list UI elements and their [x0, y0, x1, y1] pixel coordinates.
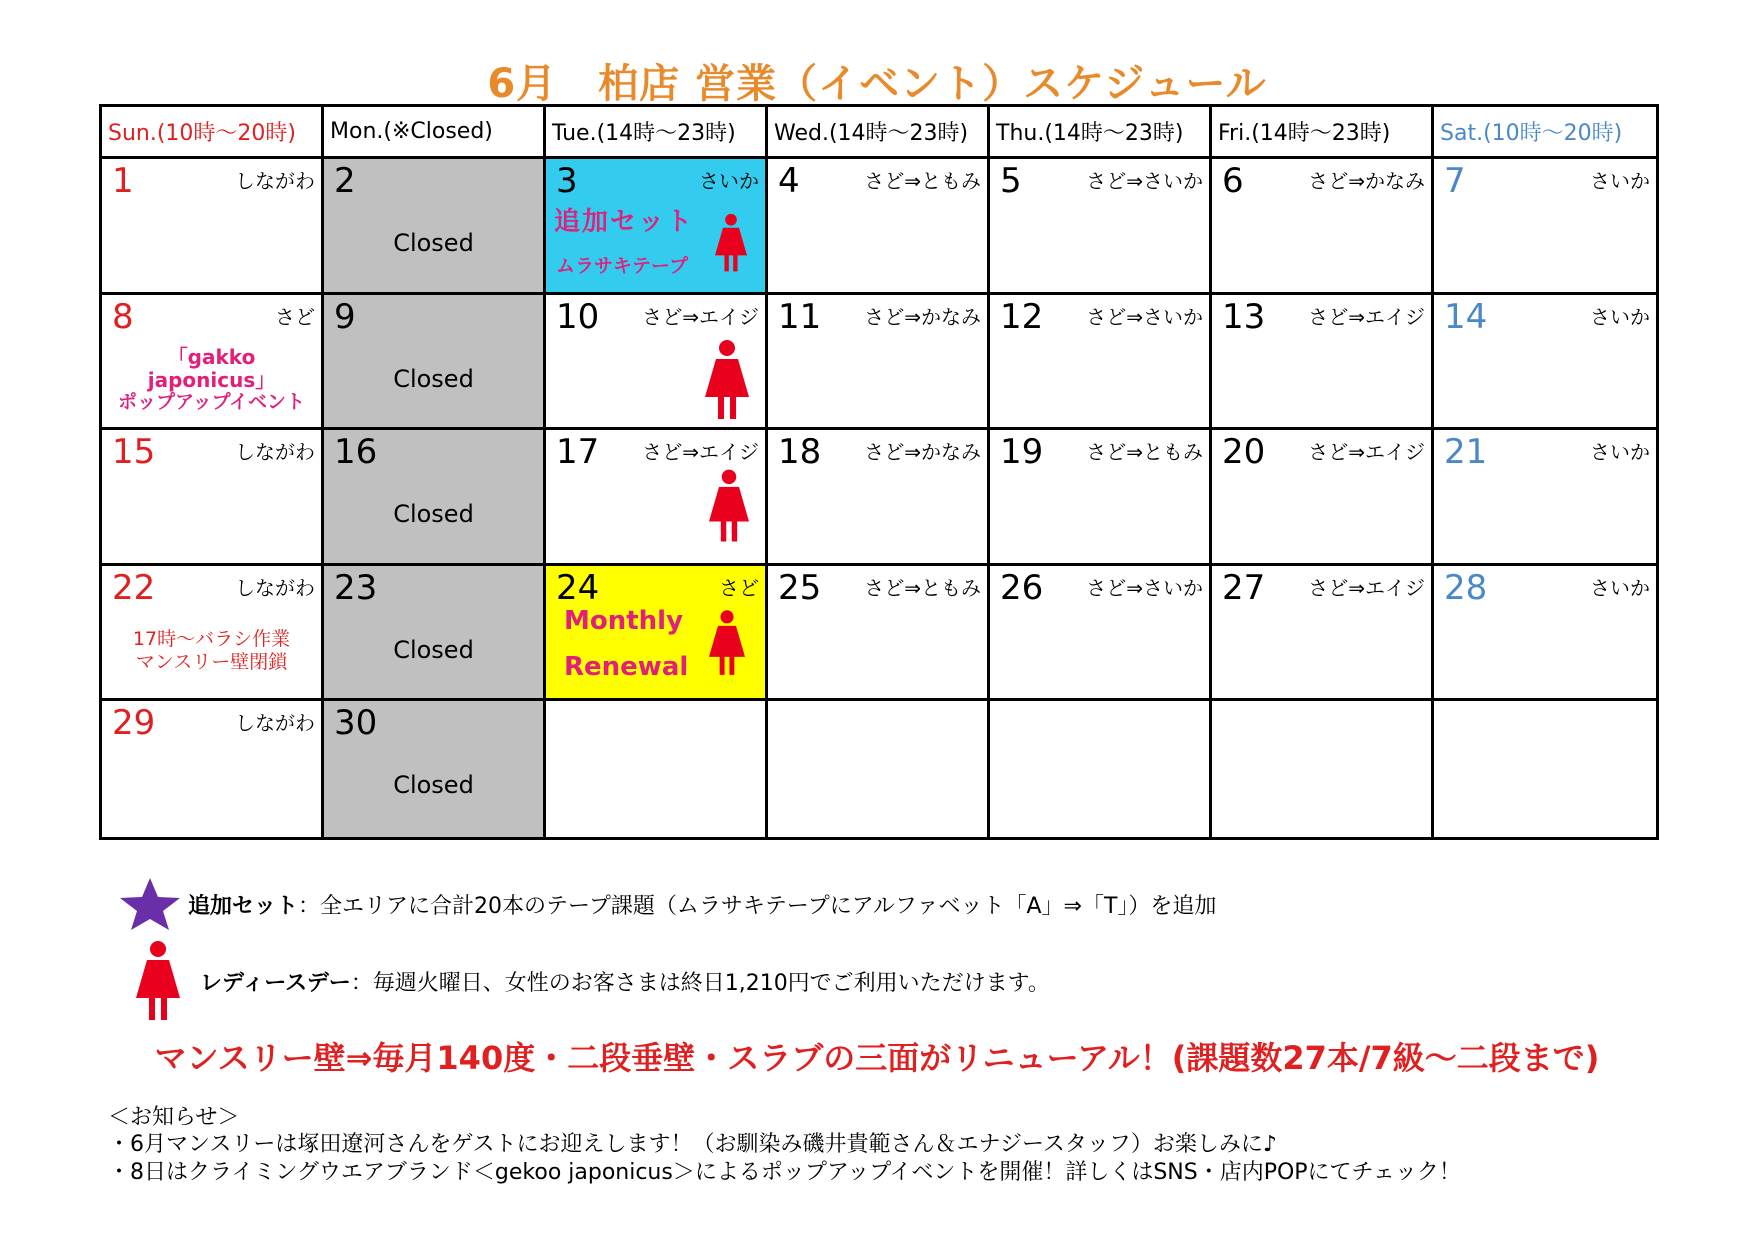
lady-day-marker: [709, 466, 749, 550]
weekday-header: Fri.(14時～23時): [1212, 107, 1434, 159]
day-number: 15: [112, 432, 156, 473]
day-cell-22: [102, 566, 324, 702]
event-note: 17時～バラシ作業: [132, 627, 291, 650]
closed-label: Closed: [393, 771, 474, 800]
renewal-text: Monthly: [564, 605, 684, 636]
day-cell-25: [768, 566, 990, 702]
lady-icon: [136, 940, 180, 1022]
day-cell-3: [546, 159, 768, 295]
weekday-header: Thu.(14時～23時): [990, 107, 1212, 159]
day-cell-1: [102, 159, 324, 295]
day-number: 26: [1000, 567, 1044, 608]
day-number: 13: [1222, 296, 1266, 337]
staff-name: さど⇒ともみ: [864, 575, 981, 600]
day-number: 27: [1222, 567, 1266, 608]
staff-name: さいか: [699, 169, 759, 193]
day-number: 2: [334, 161, 356, 201]
legend-lady-row: [136, 940, 1050, 1022]
staff-name: しながわ: [235, 711, 315, 736]
renewal-text: Renewal: [564, 651, 689, 682]
weekday-header: Sat.(10時～20時): [1434, 107, 1656, 159]
staff-name: さど⇒エイジ: [1308, 575, 1425, 600]
staff-name: さど⇒かなみ: [1308, 169, 1425, 193]
weekday-header: Wed.(14時～23時): [768, 107, 990, 159]
day-cell-12: [990, 295, 1212, 431]
day-cell-27: [1212, 566, 1434, 702]
day-cell-9: [324, 295, 546, 431]
legend-star-title: 追加セット: [188, 893, 299, 919]
legend-star-row: [116, 876, 1216, 932]
empty-day-cell: [990, 701, 1212, 837]
page-title: 6月 柏店 営業（イベント）スケジュール: [487, 61, 1267, 107]
day-cell-15: [102, 430, 324, 566]
staff-name: さど⇒かなみ: [864, 304, 981, 329]
lady-day-marker: [715, 209, 747, 281]
lady-day-marker: [709, 606, 745, 684]
day-number: 22: [112, 567, 156, 608]
weekday-header: Sun.(10時～20時): [102, 107, 324, 159]
day-number: 8: [112, 296, 134, 337]
staff-name: しながわ: [235, 440, 315, 465]
staff-name: しながわ: [235, 575, 315, 600]
day-number: 9: [334, 296, 356, 337]
closed-label: Closed: [393, 364, 474, 393]
weekday-header: Tue.(14時～23時): [546, 107, 768, 159]
legend-lady-text: ：毎週火曜日、女性のお客さまは終日1,210円でご利用いただけます。: [350, 970, 1050, 996]
day-cell-21: [1434, 430, 1656, 566]
empty-day-cell: [1212, 701, 1434, 837]
event-note: マンスリー壁閉鎖: [135, 650, 288, 673]
calendar-grid: [99, 104, 1659, 840]
day-cell-29: [102, 701, 324, 837]
day-number: 14: [1444, 296, 1488, 337]
day-number: 18: [778, 432, 822, 473]
staff-name: さいか: [1590, 169, 1650, 193]
staff-name: さど: [275, 304, 315, 329]
empty-day-cell: [546, 701, 768, 837]
popup-event-text: japonicus」: [147, 367, 276, 392]
staff-name: さど⇒エイジ: [1308, 304, 1425, 329]
monthly-announcement: マンスリー壁⇒毎月140度・二段垂壁・スラブの三面がリニューアル！(課題数27本/7級～二段まで): [154, 1039, 1600, 1077]
notice-heading: ＜お知らせ＞: [108, 1105, 240, 1130]
lady-icon: [715, 209, 747, 277]
day-cell-20: [1212, 430, 1434, 566]
day-cell-14: [1434, 295, 1656, 431]
day-cell-2: [324, 159, 546, 295]
staff-name: さど⇒ともみ: [864, 169, 981, 193]
day-cell-11: [768, 295, 990, 431]
day-cell-10: [546, 295, 768, 431]
day-number: 28: [1444, 567, 1488, 608]
closed-label: Closed: [393, 229, 474, 257]
lady-icon: [705, 335, 749, 425]
staff-name: さいか: [1590, 575, 1650, 600]
staff-name: さど⇒さいか: [1086, 169, 1203, 193]
day-cell-8: [102, 295, 324, 431]
day-cell-16: [324, 430, 546, 566]
weekday-header: Mon.(※Closed): [324, 107, 546, 159]
popup-event-text: ポップアップイベント: [118, 390, 305, 413]
day-cell-23: [324, 566, 546, 702]
staff-name: さど⇒エイジ: [642, 440, 759, 465]
staff-name: さど⇒さいか: [1086, 575, 1203, 600]
day-cell-18: [768, 430, 990, 566]
staff-name: さいか: [1590, 304, 1650, 329]
notice-line-1: ・6月マンスリーは塚田遼河さんをゲストにお迎えします！（お馴染み磯井貴範さん＆エナジースタッフ）お楽しみに♪: [108, 1132, 1277, 1157]
day-number: 5: [1000, 161, 1022, 201]
closed-label: Closed: [393, 500, 474, 529]
day-number: 23: [334, 567, 378, 608]
lady-icon: [709, 466, 749, 546]
day-cell-7: [1434, 159, 1656, 295]
popup-event-text: 「gakko: [167, 344, 256, 369]
day-cell-5: [990, 159, 1212, 295]
staff-name: さど⇒エイジ: [642, 304, 759, 329]
day-number: 6: [1222, 161, 1244, 201]
legend-lady-title: レディースデー: [200, 970, 351, 996]
staff-name: さど⇒かなみ: [864, 440, 981, 465]
day-cell-13: [1212, 295, 1434, 431]
day-number: 1: [112, 161, 134, 201]
staff-name: さいか: [1590, 440, 1650, 465]
staff-name: さど: [719, 575, 759, 600]
day-number: 30: [334, 703, 378, 744]
staff-name: さど⇒ともみ: [1086, 440, 1203, 465]
closed-label: Closed: [393, 635, 474, 664]
day-cell-26: [990, 566, 1212, 702]
day-number: 19: [1000, 432, 1044, 473]
day-number: 24: [556, 567, 600, 608]
day-number: 21: [1444, 432, 1488, 473]
day-number: 20: [1222, 432, 1266, 473]
staff-name: さど⇒エイジ: [1308, 440, 1425, 465]
empty-day-cell: [768, 701, 990, 837]
legend-star-text: ：全エリアに合計20本のテープ課題（ムラサキテープにアルファベット「A」⇒「T」）を追加: [298, 893, 1217, 919]
day-cell-24: [546, 566, 768, 702]
day-number: 7: [1444, 161, 1466, 201]
notice-line-2: ・8日はクライミングウエアブランド＜gekoo japonicus＞によるポップアップイベントを開催！詳しくはSNS・店内POPにてチェック！: [108, 1160, 1461, 1185]
day-cell-19: [990, 430, 1212, 566]
day-number: 17: [556, 432, 600, 473]
day-number: 29: [112, 703, 156, 744]
day-cell-28: [1434, 566, 1656, 702]
star-icon: [116, 876, 184, 932]
empty-day-cell: [1434, 701, 1656, 837]
day-number: 16: [334, 432, 378, 473]
lady-icon: [709, 606, 745, 680]
day-number: 3: [556, 161, 578, 201]
day-number: 11: [778, 296, 822, 337]
day-cell-30: [324, 701, 546, 837]
staff-name: さど⇒さいか: [1086, 304, 1203, 329]
day-number: 10: [556, 296, 600, 337]
staff-name: しながわ: [235, 169, 315, 193]
day-cell-4: [768, 159, 990, 295]
lady-day-marker: [705, 335, 749, 429]
day-cell-17: [546, 430, 768, 566]
event-title: 追加セット: [554, 207, 695, 237]
day-number: 12: [1000, 296, 1044, 337]
event-subtitle: ムラサキテープ: [556, 255, 689, 277]
day-number: 4: [778, 161, 800, 201]
day-number: 25: [778, 567, 822, 608]
day-cell-6: [1212, 159, 1434, 295]
